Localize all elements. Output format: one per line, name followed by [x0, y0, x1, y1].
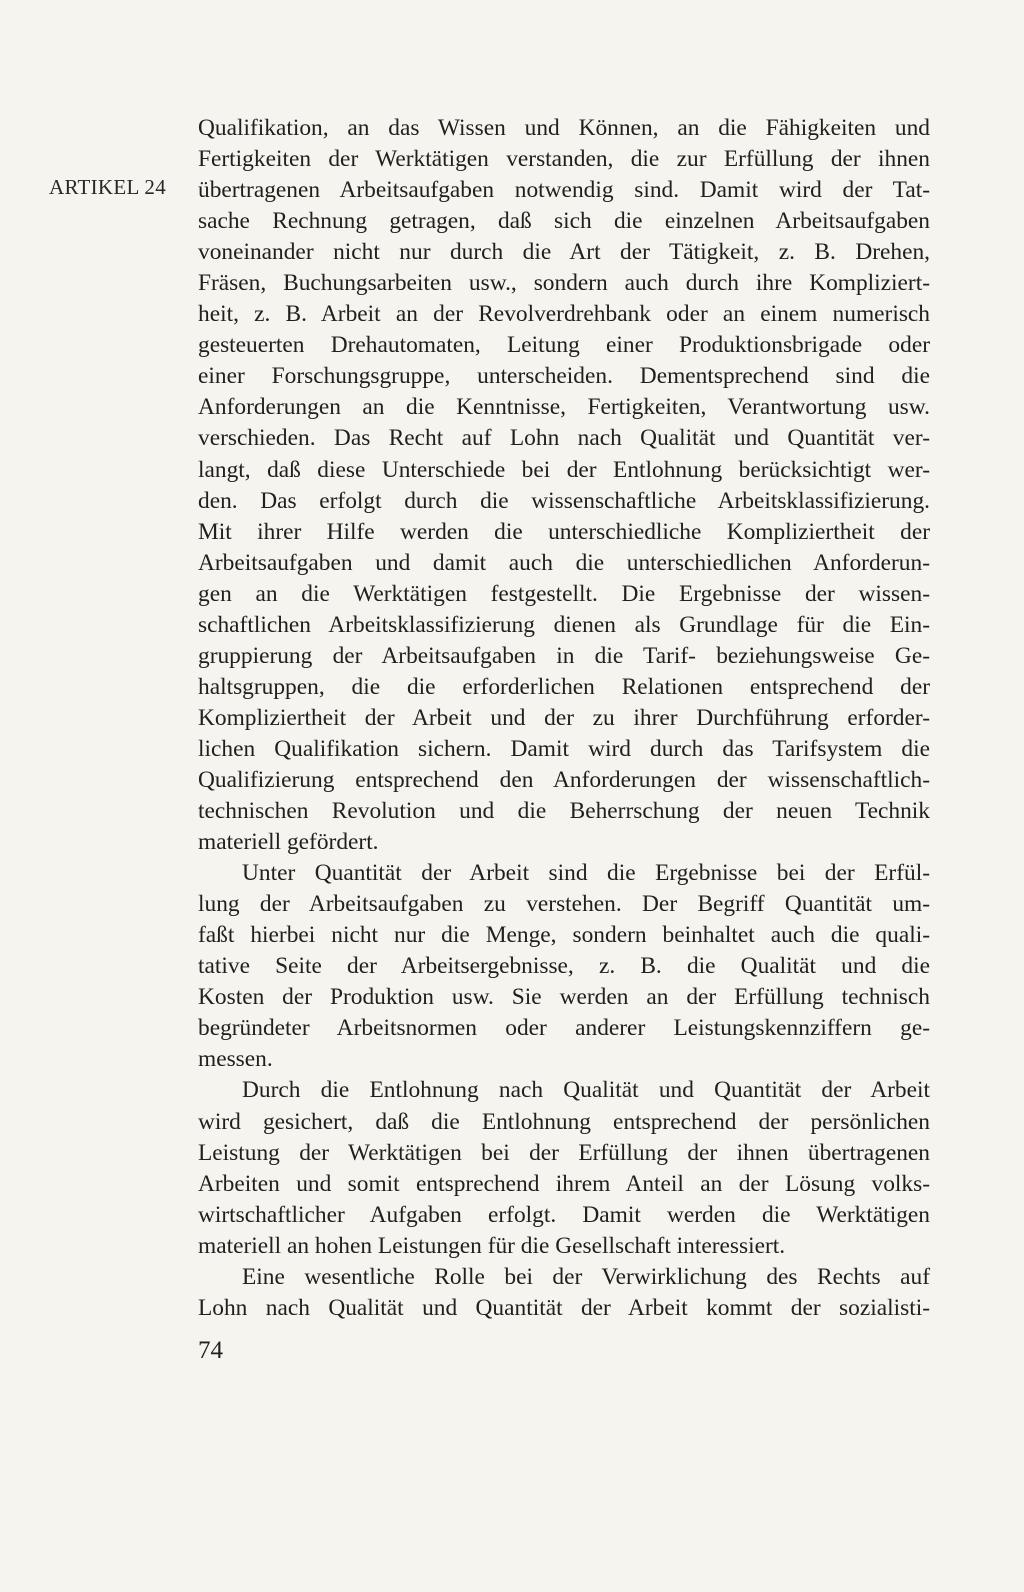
- text-line: Leistung der Werktätigen bei der Erfüllung der ihnen übertragenen: [198, 1139, 930, 1166]
- text-line: wird gesichert, daß die Entlohnung entsprechend der persönlichen: [198, 1108, 930, 1135]
- text-line: den. Das erfolgt durch die wissenschaftliche Arbeitsklassifizierung.: [198, 487, 930, 514]
- text-line: begründeter Arbeitsnormen oder anderer Leistungskennziffern ge-: [198, 1015, 930, 1042]
- text-line: haltsgruppen, die die erforderlichen Relationen entsprechend der: [198, 673, 930, 700]
- text-line: langt, daß diese Unterschiede bei der Entlohnung berücksichtigt wer-: [198, 456, 930, 483]
- text-line: übertragenen Arbeitsaufgaben notwendig sind. Damit wird der Tat-: [198, 177, 930, 204]
- page-number: 74: [198, 1337, 223, 1364]
- text-line: materiell gefördert.: [198, 829, 379, 856]
- text-line: verschieden. Das Recht auf Lohn nach Qualität und Quantität ver-: [198, 425, 930, 452]
- text-line: Anforderungen an die Kenntnisse, Fertigkeiten, Verantwortung usw.: [198, 394, 930, 421]
- text-line: Kosten der Produktion usw. Sie werden an der Erfüllung technisch: [198, 984, 930, 1011]
- text-line: faßt hierbei nicht nur die Menge, sondern beinhaltet auch die quali-: [198, 922, 930, 949]
- margin-article-label: ARTIKEL 24: [49, 175, 167, 199]
- text-line: heit, z. B. Arbeit an der Revolverdrehbank oder an einem numerisch: [198, 301, 930, 328]
- text-line: Kompliziertheit der Arbeit und der zu ihrer Durchführung erforder-: [198, 704, 930, 731]
- text-line: Arbeiten und somit entsprechend ihrem Anteil an der Lösung volks-: [198, 1170, 930, 1197]
- text-line: schaftlichen Arbeitsklassifizierung dienen als Grundlage für die Ein-: [198, 611, 930, 638]
- text-line: Qualifizierung entsprechend den Anforderungen der wissenschaftlich-: [198, 766, 930, 793]
- text-line: voneinander nicht nur durch die Art der Tätigkeit, z. B. Drehen,: [198, 239, 930, 266]
- text-line: Lohn nach Qualität und Quantität der Arbeit kommt der sozialisti-: [198, 1294, 930, 1321]
- text-line: sache Rechnung getragen, daß sich die einzelnen Arbeitsaufgaben: [198, 208, 930, 235]
- text-line: Fräsen, Buchungsarbeiten usw., sondern auch durch ihre Kompliziert-: [198, 270, 930, 297]
- text-line: gen an die Werktätigen festgestellt. Die Ergebnisse der wissen-: [198, 580, 930, 607]
- text-line: messen.: [198, 1046, 273, 1073]
- text-line: tative Seite der Arbeitsergebnisse, z. B. die Qualität und die: [198, 953, 930, 980]
- text-line: technischen Revolution und die Beherrschung der neuen Technik: [198, 798, 930, 825]
- text-line: gruppierung der Arbeitsaufgaben in die Tarif- beziehungsweise Ge-: [198, 642, 930, 669]
- text-line: materiell an hohen Leistungen für die Gesellschaft interessiert.: [198, 1232, 786, 1259]
- text-line: wirtschaftlicher Aufgaben erfolgt. Damit werden die Werktätigen: [198, 1201, 930, 1228]
- text-line: einer Forschungsgruppe, unterscheiden. Dementsprechend sind die: [198, 363, 930, 390]
- text-line: Durch die Entlohnung nach Qualität und Quantität der Arbeit: [242, 1077, 930, 1104]
- text-line: lung der Arbeitsaufgaben zu verstehen. Der Begriff Quantität um-: [198, 891, 930, 918]
- text-line: Eine wesentliche Rolle bei der Verwirklichung des Rechts auf: [242, 1263, 930, 1290]
- text-line: lichen Qualifikation sichern. Damit wird durch das Tarifsystem die: [198, 735, 930, 762]
- text-line: gesteuerten Drehautomaten, Leitung einer Produktionsbrigade oder: [198, 332, 930, 359]
- text-line: Mit ihrer Hilfe werden die unterschiedliche Kompliziertheit der: [198, 518, 930, 545]
- text-line: Fertigkeiten der Werktätigen verstanden, die zur Erfüllung der ihnen: [198, 146, 930, 173]
- body-text: [198, 113, 930, 1324]
- text-line: Arbeitsaufgaben und damit auch die unterschiedlichen Anforderun-: [198, 549, 930, 576]
- text-line: Qualifikation, an das Wissen und Können, an die Fähigkeiten und: [198, 115, 930, 141]
- text-line: Unter Quantität der Arbeit sind die Ergebnisse bei der Erfül-: [242, 860, 930, 887]
